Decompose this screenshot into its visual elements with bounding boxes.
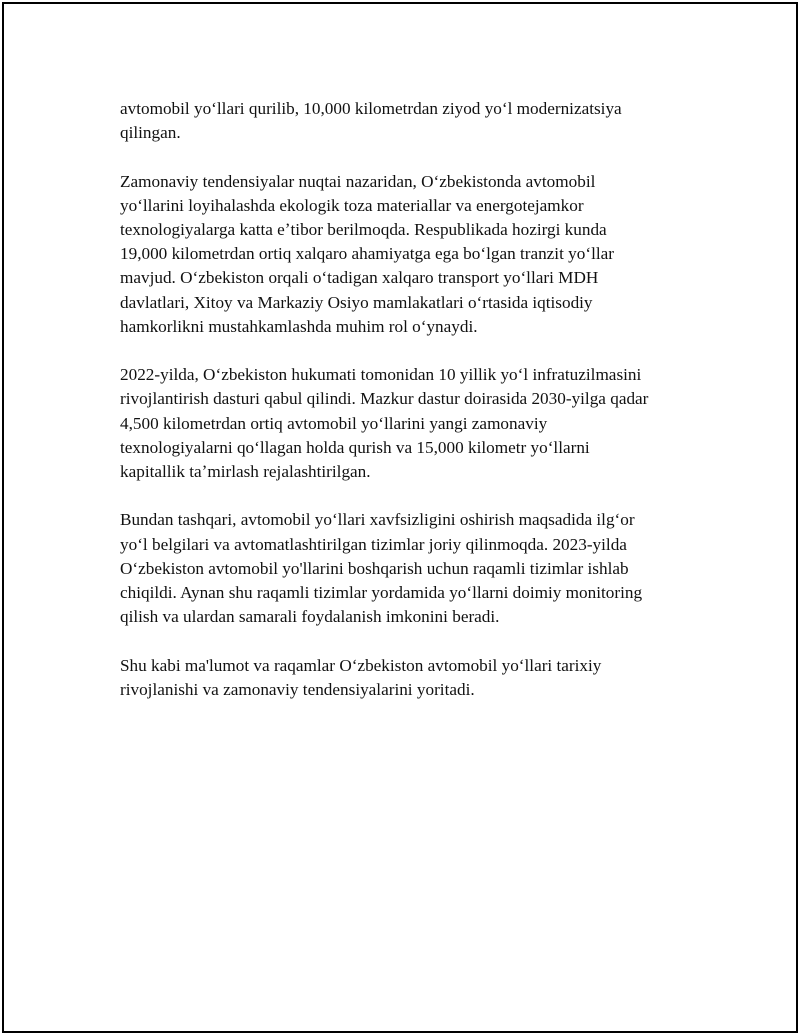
text-line: yoʻl belgilari va avtomatlashtirilgan tizimlar joriy qilinmoqda. 2023-yilda: [120, 534, 627, 554]
text-line: 2022-yilda, Oʻzbekiston hukumati tomonidan 10 yillik yoʻl infratuzilmasini: [120, 365, 642, 385]
text-line: hamkorlikni mustahkamlashda muhim rol oʻynaydi.: [120, 316, 478, 336]
paragraph-3: [120, 363, 695, 484]
text-line: texnologiyalarga katta eʼtibor berilmoqda. Respublikada hozirgi kunda: [120, 220, 607, 239]
document-page: [2, 2, 798, 1033]
text-line: chiqildi. Aynan shu raqamli tizimlar yordamida yoʻllarni doimiy monitoring: [120, 583, 643, 603]
text-line: Shu kabi ma'lumot va raqamlar Oʻzbekiston avtomobil yoʻllari tarixiy: [120, 655, 602, 675]
paragraph-4: [120, 508, 695, 629]
text-line: qilingan.: [120, 123, 181, 143]
text-line: rivojlantirish dasturi qabul qilindi. Mazkur dastur doirasida 2030-yilga qadar: [120, 389, 649, 409]
text-line: texnologiyalarni qoʻllagan holda qurish va 15,000 kilometr yoʻllarni: [120, 437, 590, 457]
text-line: yoʻllarini loyihalashda ekologik toza materiallar va energotejamkor: [120, 195, 584, 215]
text-line: Zamonaviy tendensiyalar nuqtai nazaridan, Oʻzbekistonda avtomobil: [120, 171, 596, 191]
text-line: avtomobil yoʻllari qurilib, 10,000 kilometrdan ziyod yoʻl modernizatsiya: [120, 99, 622, 118]
text-line: mavjud. Oʻzbekiston orqali oʻtadigan xalqaro transport yoʻllari MDH: [120, 268, 599, 288]
paragraph-5: [120, 654, 695, 702]
text-line: Oʻzbekiston avtomobil yo'llarini boshqarish uchun raqamli tizimlar ishlab: [120, 558, 629, 578]
text-line: Bundan tashqari, avtomobil yoʻllari xavfsizligini oshirish maqsadida ilgʻor: [120, 510, 635, 530]
text-line: 19,000 kilometrdan ortiq xalqaro ahamiyatga ega boʻlgan tranzit yoʻllar: [120, 244, 614, 264]
paragraph-2: [120, 170, 695, 339]
text-line: qilish va ulardan samarali foydalanish imkonini beradi.: [120, 607, 500, 627]
text-line: rivojlanishi va zamonaviy tendensiyalarini yoritadi.: [120, 679, 475, 699]
paragraph-1: [120, 97, 695, 145]
text-line: kapitallik taʼmirlash rejalashtirilgan.: [120, 462, 371, 482]
document-body: [120, 97, 695, 726]
text-line: 4,500 kilometrdan ortiq avtomobil yoʻllarini yangi zamonaviy: [120, 413, 548, 433]
text-line: davlatlari, Xitoy va Markaziy Osiyo mamlakatlari oʻrtasida iqtisodiy: [120, 292, 593, 312]
